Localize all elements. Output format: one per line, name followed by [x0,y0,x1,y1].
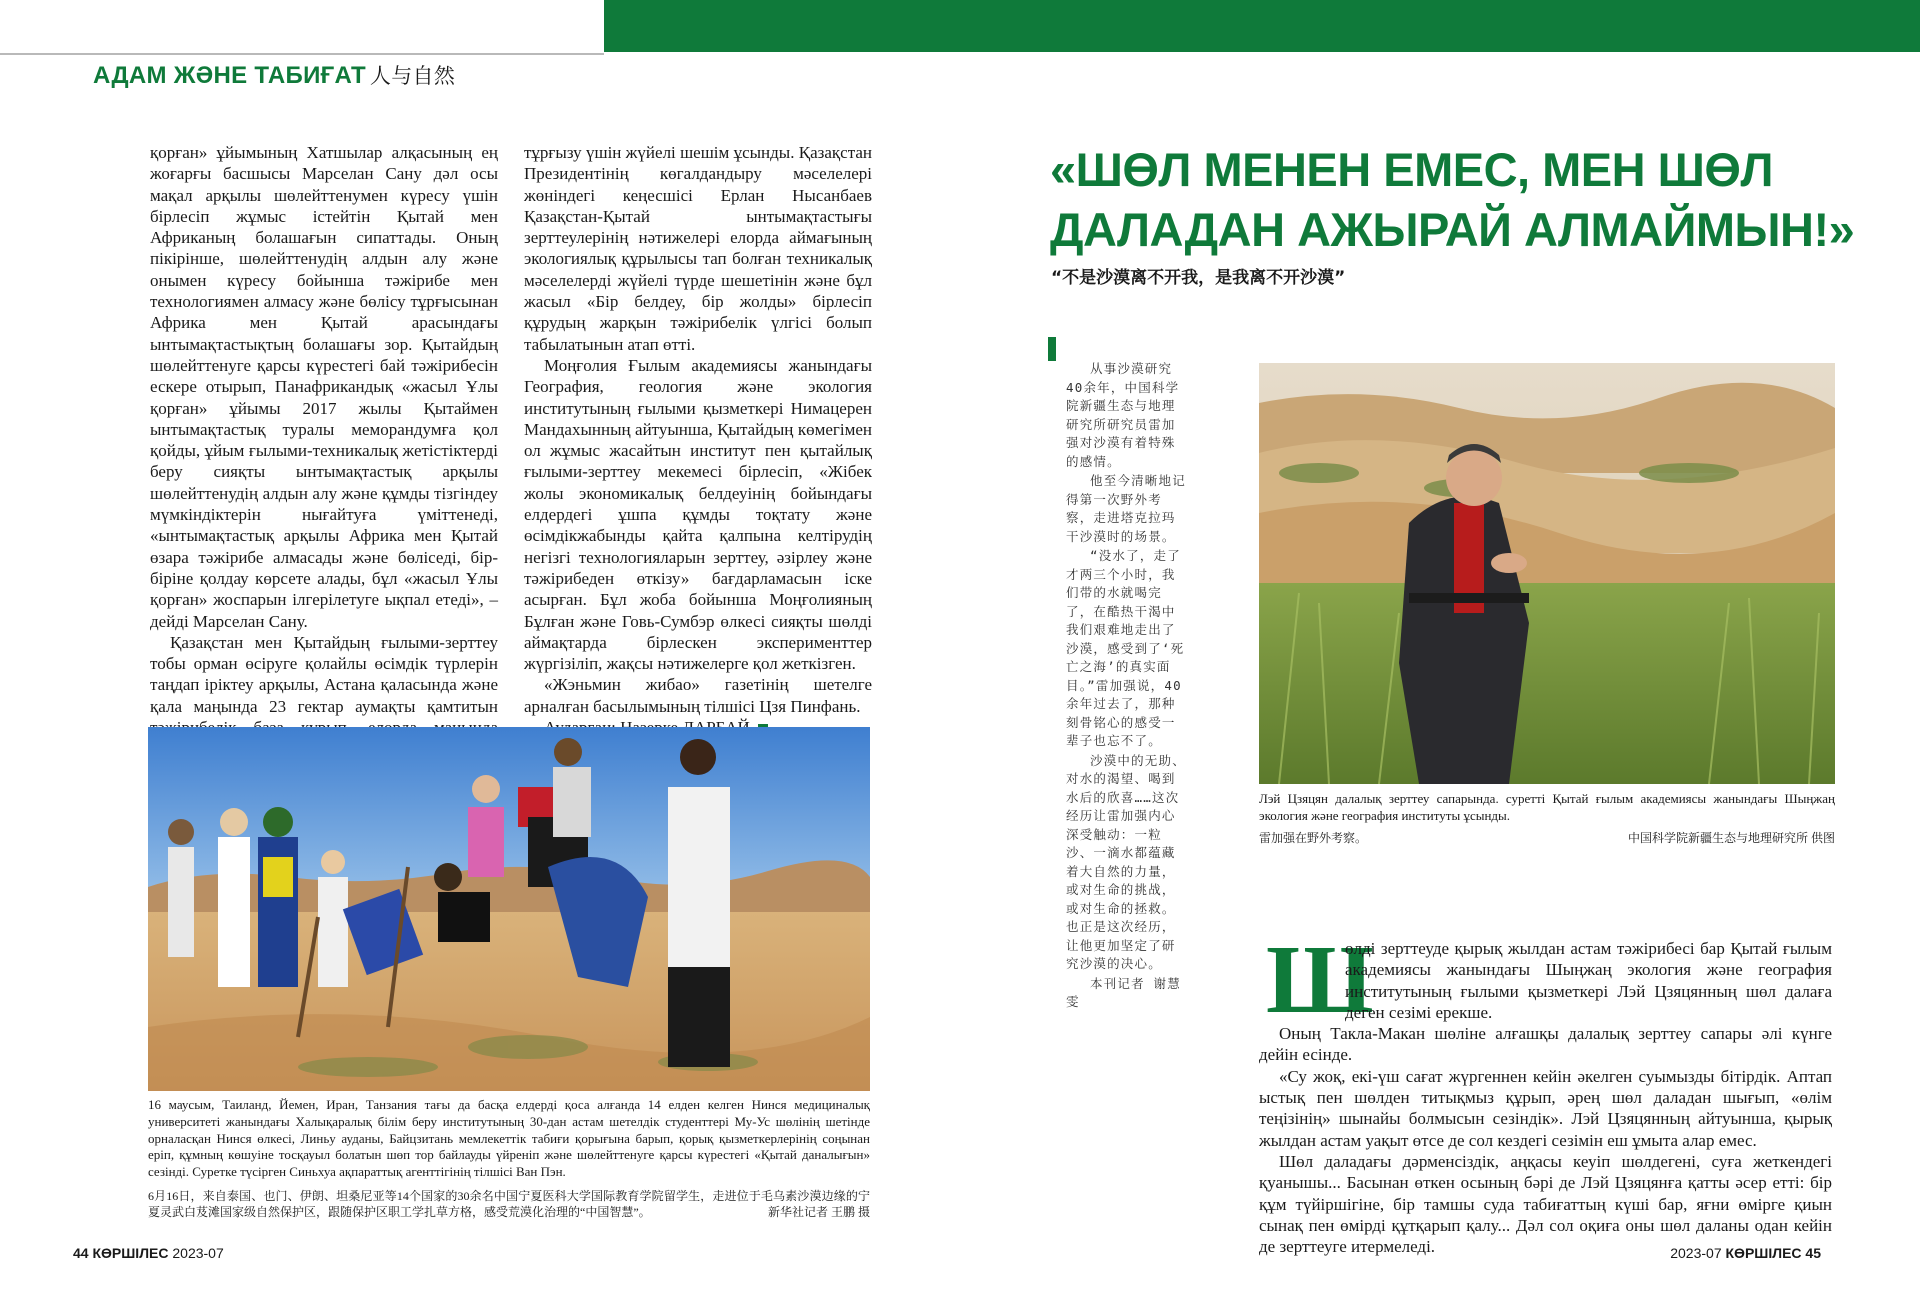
section-title-kk: АДАМ ЖӘНЕ ТАБИҒАТ [93,62,366,89]
paragraph: 他至今清晰地记得第一次野外考察，走进塔克拉玛干沙漠时的场景。 [1066,473,1186,544]
paragraph: 从事沙漠研究40余年，中国科学院新疆生态与地理研究所研究员雷加强对沙漠有着特殊的感情。 [1066,361,1180,469]
photo-credit: 中国科学院新疆生态与地理研究所 供图 [1627,831,1835,845]
section-title-zh: 人与自然 [369,65,456,88]
right-photo-caption: Лэй Цзяцян далалық зерттеу сапарында. суретті Қытай ғылым академиясы жанындағы Шыңжаң экология және география институты ұсынды. [1259,791,1835,823]
paragraph: Оның Такла-Макан шөліне алғашқы далалық зерттеу сапары әлі күнге дейін есінде. [1259,1024,1832,1065]
header-rule [0,53,604,55]
left-column-1 [150,142,498,760]
paragraph: “没水了，走了才两三个小时，我们带的水就喝完了，在酷热干渴中我们艰难地走出了沙漠，感受到了‘死亡之海’的真实面目。”雷加强说，40余年过去了，那种刻骨铭心的感受一辈子也忘不了。 [1066,548,1185,748]
folio-right [1670,1245,1821,1261]
drop-cap: Ш [1266,926,1374,1034]
page-number: 45 [1805,1245,1821,1261]
article-title: «ШӨЛ МЕНЕН ЕМЕС, МЕН ШӨЛ ДАЛАДАН АЖЫРАЙ АЛМАЙМЫН!» [1050,143,1855,256]
paragraph: тұрғызу үшін жүйелі шешім ұсынды. Қазақстан Президентінің көгалдандыру мәселелері жөніндегі кеңесшісі Ерлан Нысанбаев Қазақстан-Қытай ынтымақтастығы зерттеулерінің нәтижелері елорда аймағының экологиялық құрылысы тап болған техникалық мәселелерді жүйелі түрде шешетінін және бұл жасыл «Бір белдеу, бір жолды» бірлесіп құрудың жарқын тәжірибелік үлгісі болып табылатынын атап өтті. [524,143,872,354]
side-column-marker [1048,337,1056,361]
left-photo-caption-zh [148,1188,870,1220]
paragraph: «Су жоқ, екі-үш сағат жүргеннен кейін әкелген суымызды бітірдік. Аптап ыстық пен шөлден титықмыз құрып, әрең шөл даладан шығып, «өлім теңізінің» шынайы болмысын сезіндік». Лэй Цзяцянның айтуынша, қырық жылдан астам уақыт өтсе де сол кездегі сезімін еш ұмыта алар емес. [1259,1066,1832,1150]
paragraph: қорған» ұйымының Хатшылар алқасының ең жоғарғы басшысы Марселан Сану дәл осы мақал арқылы шөлейттенумен күресу үшін бірлесіп жұмыс істейтін Қытай мен Африканың болашағын сипаттады. Оның пікірінше, шөлейттенудің алдын алу және онымен күресу бойынша тәжірибе мен технологиямен алмасу және бөлісу тұрғысынан Африка мен Қытай арасындағы ынтымақтастықтың болашағы зор. Қытайдың шөлейттенуге қарсы күрестегі бай тәжірибесін ескере отырып, Панафрикандық «жасыл Ұлы қорған» ұйымы 2017 жылы Қытаймен ынтымақтастық туралы меморандумға қол қойды, ұйым ғылыми-техникалық жетістіктерді беру сияқты ынтымақтастық арқылы шөлейттенудің алдын алу және құмды тізгіндеу мүмкіндіктерін нығайтуға үміттенеді, «ынтымақтастық арқылы Африка мен Қытай өзара тәжірибе алмасады және бөліседі, бір-біріне қолдау көрсете алады, бұл «жасыл Ұлы қорған» жоспарын ілгерілетуге ықпал етеді», – дейді Марселан Сану. [150,143,498,631]
folio-left [73,1245,224,1261]
side-column-zh [1066,360,1188,1013]
paragraph: «Жэньмин жибао» газетінің шетелге арналған басылымының тілшісі Цзя Пинфань. [524,675,872,716]
page-number: 44 [73,1245,89,1261]
paragraph: 沙漠中的无助、对水的渴望、喝到水后的欣喜……这次经历让雷加强内心深受触动：一粒沙、一滴水都蕴藏着大自然的力量，或对生命的挑战，或对生命的拯救。也正是这次经历，让他更加坚定了研究沙漠的决心。 [1066,752,1186,971]
section-title [93,60,455,90]
left-photo-caption: 16 маусым, Таиланд, Йемен, Иран, Танзания тағы да басқа елдерді қоса алғанда 14 елден келген Нинся медициналық университеті жанындағы Халықаралық білім беру институтының 30-дан астам шетелдік студенттері Му-Ус шөлінің шетінде орналасқан Нинся өлкесі, Линьу ауданы, Байцзитань мемлекеттік табиғи қорығына барып, қорық қызметкерлерінің соңынан еріп, құмның көшуіне тосқауыл болатын шөп тор байлауды үйреніп және шөлейттенуге қарсы күрестегі «Қытай даналығын» сезінді. Суретке түсірген Синьхуа ақпараттық агенттігінің тілшісі Ван Пэн. [148,1097,870,1180]
paragraph: Шөл даладағы дәрменсіздік, аңқасы кеуіп шөлдегені, суға жеткендегі қуанышы... Басынан өткен осының бәрі де Лэй Цзяцянға қатты әсер етті: бір құм түйіршігіне, бір тамшы суда табиғаттың күші бар, яғни өмірге қиын сынақ пен өмірді құтқарып қалу... Дәл сол оқиға оны шөл даланы одан кейін де зерттеуге итермеледі. [1259,1151,1832,1257]
caption-zh-text: 6月16日，来自泰国、也门、伊朗、坦桑尼亚等14个国家的30余名中国宁夏医科大学国际教育学院留学生，走进位于毛乌素沙漠边缘的宁夏灵武白芨滩国家级自然保护区，跟随保护区职工学扎草方格，感受荒漠化治理的“中国智慧”。 [148,1189,870,1219]
magazine-name: КӨРШІЛЕС [92,1245,169,1261]
right-body-column [1259,938,1832,1257]
paragraph: Моңғолия Ғылым академиясы жанындағы География, геология және экология институтының ғылыми қызметкері Нимацерен Мандахынның айтуынша, Қытайдың көмегімен ол жұмыс жасайтын институт пен қытайлық ғылыми-зерттеу мекемесі бірлесіп, «Жібек жолы экономикалық белдеуінің бойындағы елдердегі ұшпа құмды тоқтату және өсімдікжабынды қайта қалпына келтірудің негізгі технологияларын зерттеу, әзірлеу және тәжірибеден өткізу» бағдарламасын іске асырған. Бұл жоба бойынша Моңғолияның Бұлған және Говь-Сумбэр өлкесі сияқты шөлді аймақтарда бірлескен эксперименттер жүргізіліп, жақсы нәтижелерге қол жеткізген. [524,355,872,674]
caption-zh-text: 雷加强在野外考察。 [1259,831,1368,845]
header-green-bar [604,0,1920,52]
magazine-name: КӨРШІЛЕС [1725,1245,1802,1261]
paragraph: Қазақстан мен Қытайдың ғылыми-зерттеу тобы орман өсіруге қолайлы өсімдік түрлерін таңдап іріктеу арқылы, Астана қаласында және қала маңында 23 гектар аумақты қамтитын [150,632,498,716]
right-photo-caption-zh [1259,830,1835,847]
issue: 2023-07 [172,1245,224,1261]
photo-credit: 新华社记者 王鹏 摄 [767,1205,870,1219]
issue: 2023-07 [1670,1245,1722,1261]
students-desert-photo [148,727,870,1091]
paragraph-first: өлді зерттеуде қырық жылдан астам тәжірибесі бар Қытай ғылым академиясы жанындағы Шыңжаң экология және география институтының ғылыми қызметкері Лэй Цзяцянның шөл далаға деген сезімі ерекше. [1345,939,1832,1022]
reporter-signature: 本刊记者 谢慧雯 [1066,975,1181,1009]
left-column-2 [524,142,872,738]
article-subtitle-zh: “不是沙漠离不开我，是我离不开沙漠” [1051,268,1346,288]
scientist-field-photo [1259,363,1835,784]
